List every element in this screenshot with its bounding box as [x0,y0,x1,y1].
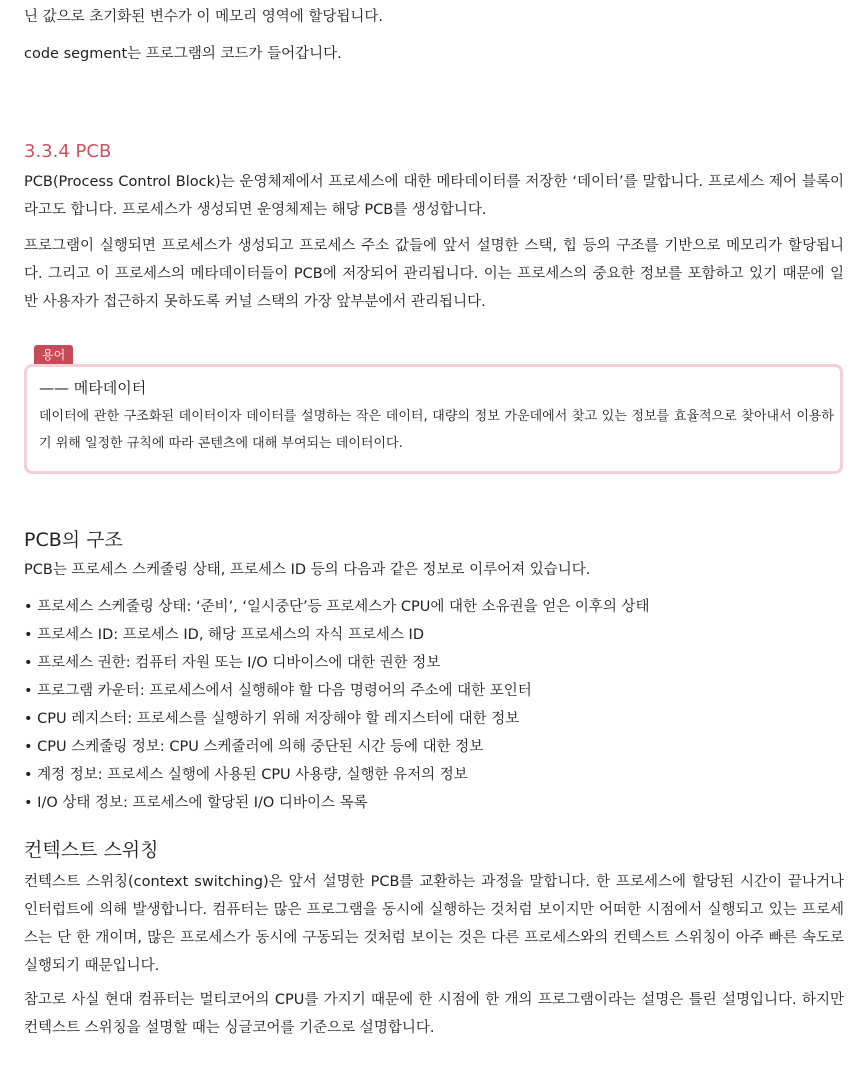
pcb-paragraph-1: PCB(Process Control Block)는 운영체제에서 프로세스에 대한 메타데이터를 저장한 ‘데이터’를 말합니다. 프로세스 제어 블록이라고도 합니다. 프로세스가 생성되면 운영체제는 해당 PCB를 생성합니다. [24,174,844,218]
paragraph-code-segment: code segment는 프로그램의 코드가 들어갑니다. [24,46,342,62]
list-item: • 프로그램 카운터: 프로세스에서 실행해야 할 다음 명령어의 주소에 대한 포인터 [24,683,532,699]
list-item: • 프로세스 권한: 컴퓨터 자원 또는 I/O 디바이스에 대한 권한 정보 [24,655,441,671]
context-paragraph-1: 컨텍스트 스위칭(context switching)은 앞서 설명한 PCB를 교환하는 과정을 말합니다. 한 프로세스에 할당된 시간이 끝나거나 인터럽트에 의해 발생합니다. 컴퓨터는 많은 프로그램을 동시에 실행하는 것처럼 보이지만 어떠한 시점에서 실행되고 있는 프로세스는 단 한 개이며, 많은 프로세스가 동시에 구동되는 것처럼 보이는 것은 다른 프로세스와의 컨텍스트 스위칭이 아주 빠른 속도로 실행되기 때문입니다. [24,874,844,974]
context-switching-heading: 컨텍스트 스위칭 [24,839,159,861]
term-description: 데이터에 관한 구조화된 데이터이자 데이터를 설명하는 작은 데이터, 대량의 정보 가운데에서 찾고 있는 정보를 효율적으로 찾아내서 이용하기 위해 일정한 규칙에 따라 콘텐츠에 대해 부여되는 데이터이다. [39,409,834,451]
list-item: • CPU 레지스터: 프로세스를 실행하기 위해 저장해야 할 레지스터에 대한 정보 [24,711,520,727]
paragraph-data-segment-end: 닌 값으로 초기화된 변수가 이 메모리 영역에 할당됩니다. [24,9,384,25]
list-item: • 계정 정보: 프로세스 실행에 사용된 CPU 사용량, 실행한 유저의 정보 [24,767,468,783]
pcb-paragraph-2: 프로그램이 실행되면 프로세스가 생성되고 프로세스 주소 값들에 앞서 설명한 스택, 힙 등의 구조를 기반으로 메모리가 할당됩니다. 그리고 이 프로세스의 메타데이터들이 PCB에 저장되어 관리됩니다. 이는 프로세스의 중요한 정보를 포함하고 있기 때문에 일반 사용자가 접근하지 못하도록 커널 스택의 가장 앞부분에서 관리됩니다. [24,238,844,310]
term-title: —— 메타데이터 [39,379,147,397]
term-box [24,364,843,474]
structure-heading: PCB의 구조 [24,529,123,551]
term-badge: 용어 [34,345,73,365]
list-item: • 프로세스 스케줄링 상태: ‘준비’, ‘일시중단’등 프로세스가 CPU에 대한 소유권을 얻은 이후의 상태 [24,599,650,615]
list-item: • CPU 스케줄링 정보: CPU 스케줄러에 의해 중단된 시간 등에 대한 정보 [24,739,484,755]
structure-list [24,593,650,817]
section-title: 3.3.4 PCB [24,141,112,162]
context-paragraph-2: 참고로 사실 현대 컴퓨터는 멀티코어의 CPU를 가지기 때문에 한 시점에 한 개의 프로그램이라는 설명은 틀린 설명입니다. 하지만 컨텍스트 스위칭을 설명할 때는 싱글코어를 기준으로 설명합니다. [24,992,844,1036]
structure-intro: PCB는 프로세스 스케줄링 상태, 프로세스 ID 등의 다음과 같은 정보로 이루어져 있습니다. [24,562,591,578]
list-item: • 프로세스 ID: 프로세스 ID, 해당 프로세스의 자식 프로세스 ID [24,627,424,643]
list-item: • I/O 상태 정보: 프로세스에 할당된 I/O 디바이스 목록 [24,795,368,811]
